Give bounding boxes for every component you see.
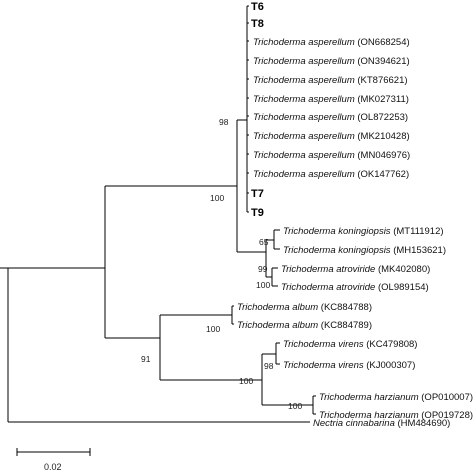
taxon-label-asp6: Trichoderma asperellum (MK210428) bbox=[253, 131, 410, 142]
taxon-label-har2: Trichoderma harzianum (OP019728) bbox=[319, 410, 474, 421]
bootstrap-atroviride: 100 bbox=[256, 280, 271, 290]
bootstrap-album: 100 bbox=[206, 324, 221, 334]
taxon-label-t9: T9 bbox=[251, 207, 264, 219]
taxon-label-t6: T6 bbox=[251, 1, 264, 13]
bootstrap-kon-atr: 99 bbox=[258, 264, 268, 274]
taxon-label-vir2: Trichoderma virens (KJ000307) bbox=[283, 360, 416, 371]
taxon-label-t8: T8 bbox=[251, 18, 264, 30]
scale-bar bbox=[17, 448, 90, 472]
bootstrap-harzianum: 100 bbox=[288, 401, 303, 411]
taxon-label-atr1: Trichoderma atroviride (MK402080) bbox=[281, 264, 431, 275]
taxon-label-alb2: Trichoderma album (KC884789) bbox=[237, 320, 373, 331]
taxon-label-t7: T7 bbox=[251, 188, 264, 200]
taxon-label-asp5: Trichoderma asperellum (OL872253) bbox=[253, 112, 409, 123]
taxon-label-asp1: Trichoderma asperellum (ON668254) bbox=[253, 37, 410, 48]
taxon-label-asp7: Trichoderma asperellum (MN046976) bbox=[253, 150, 411, 161]
taxon-label-har1: Trichoderma harzianum (OP010007) bbox=[319, 392, 474, 403]
bootstrap-album-virens-harz: 91 bbox=[141, 354, 151, 364]
bootstrap-viride-clade: 100 bbox=[210, 193, 225, 203]
tree-branches bbox=[0, 6, 316, 422]
bootstrap-asperellum-clade: 98 bbox=[219, 117, 229, 127]
taxon-label-kon2: Trichoderma koningiopsis (MH153621) bbox=[283, 245, 447, 256]
taxon-label-alb1: Trichoderma album (KC884788) bbox=[237, 302, 373, 313]
bootstrap-virens: 98 bbox=[264, 361, 274, 371]
scale-bar-label: 0.02 bbox=[44, 462, 62, 472]
bootstrap-vir-harz: 100 bbox=[239, 376, 254, 386]
taxon-label-atr2: Trichoderma atroviride (OL989154) bbox=[281, 282, 429, 293]
taxon-label-asp4: Trichoderma asperellum (MK027311) bbox=[253, 94, 409, 105]
bootstrap-values bbox=[141, 117, 302, 411]
taxon-label-asp3: Trichoderma asperellum (KT876621) bbox=[253, 75, 408, 86]
taxon-label-kon1: Trichoderma koningiopsis (MT111912) bbox=[283, 226, 444, 237]
taxon-label-asp2: Trichoderma asperellum (ON394621) bbox=[253, 56, 410, 67]
bootstrap-koningiopsis: 65 bbox=[259, 237, 269, 247]
taxon-label-asp8: Trichoderma asperellum (OK147762) bbox=[253, 169, 410, 180]
taxon-label-vir1: Trichoderma virens (KC479808) bbox=[283, 339, 418, 350]
taxon-label-nectria: Nectria cinnabarina (HM484690) bbox=[313, 418, 451, 429]
